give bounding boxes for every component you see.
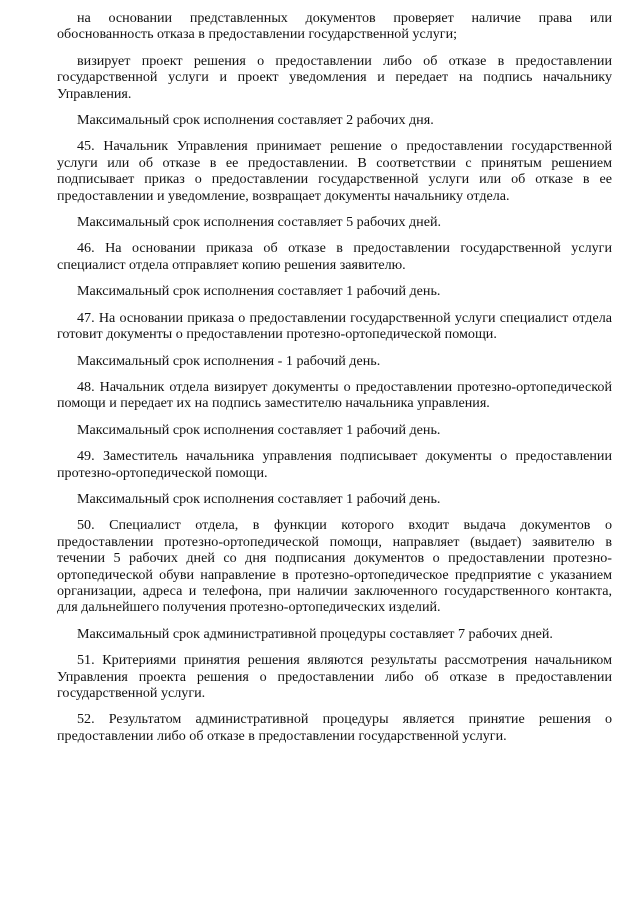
paragraph-item-50: 50. Специалист отдела, в функции которого входит выдача документов о предоставлении протезно-ортопедической помощи, направляет (выдает) заявителю в течении 5 рабочих дней со дня подписания документов о предоставлении протезно-ортопедической обуви направление в протезно-ортопедическое предприятие с указанием организации, адреса и телефона, при наличии заключенного государственного контакта, для дальнейшего получения протезно-ортопедических изделий.	[57, 517, 612, 616]
paragraph-review-documents: на основании представленных документов проверяет наличие права или обоснованность отказа в предоставлении государственной услуги;	[57, 10, 612, 43]
paragraph-deadline: Максимальный срок исполнения составляет 5 рабочих дней.	[77, 214, 442, 231]
paragraph-deadline: Максимальный срок исполнения составляет 1 рабочий день.	[77, 283, 441, 300]
paragraph-item-47: 47. На основании приказа о предоставлении государственной услуги специалист отдела готовит документы о предоставлении протезно-ортопедической помощи.	[57, 309, 612, 343]
paragraph-deadline: Максимальный срок административной процедуры составляет 7 рабочих дней.	[77, 625, 553, 642]
paragraph-item-48: 48. Начальник отдела визирует документы о предоставлении протезно-ортопедической помощи и передает их на подпись заместителю начальника управления.	[57, 378, 612, 412]
paragraph-item-51: 51. Критериями принятия решения являются результаты рассмотрения начальником Управления проекта решения о предоставлении либо об отказе в предоставлении государственной услуги.	[57, 652, 612, 701]
paragraph-sign-draft: визирует проект решения о предоставлении либо об отказе в предоставлении государственной услуги и проект уведомления и передает на подпись начальнику Управления.	[57, 52, 612, 102]
paragraph-deadline: Максимальный срок исполнения составляет 2 рабочих дня.	[77, 112, 434, 129]
paragraph-deadline: Максимальный срок исполнения - 1 рабочий день.	[77, 352, 381, 369]
paragraph-item-45: 45. Начальник Управления принимает решение о предоставлении государственной услуги или об отказе в ее предоставлении. В соответствии с принятым решением подписывает приказ о предоставлении государственной услуги или об отказе в ее предоставлении и уведомление, возвращает документы начальнику отдела.	[57, 138, 612, 204]
document-body	[57, 10, 612, 754]
paragraph-item-49: 49. Заместитель начальника управления подписывает документы о предоставлении протезно-ортопедической помощи.	[57, 448, 612, 481]
paragraph-item-46: 46. На основании приказа об отказе в предоставлении государственной услуги специалист отдела отправляет копию решения заявителю.	[57, 240, 612, 273]
paragraph-deadline: Максимальный срок исполнения составляет 1 рабочий день.	[77, 421, 441, 438]
paragraph-item-52: 52. Результатом административной процедуры является принятие решения о предоставлении либо об отказе в предоставлении государственной услуги.	[57, 711, 612, 744]
paragraph-deadline: Максимальный срок исполнения составляет 1 рабочий день.	[77, 490, 441, 507]
